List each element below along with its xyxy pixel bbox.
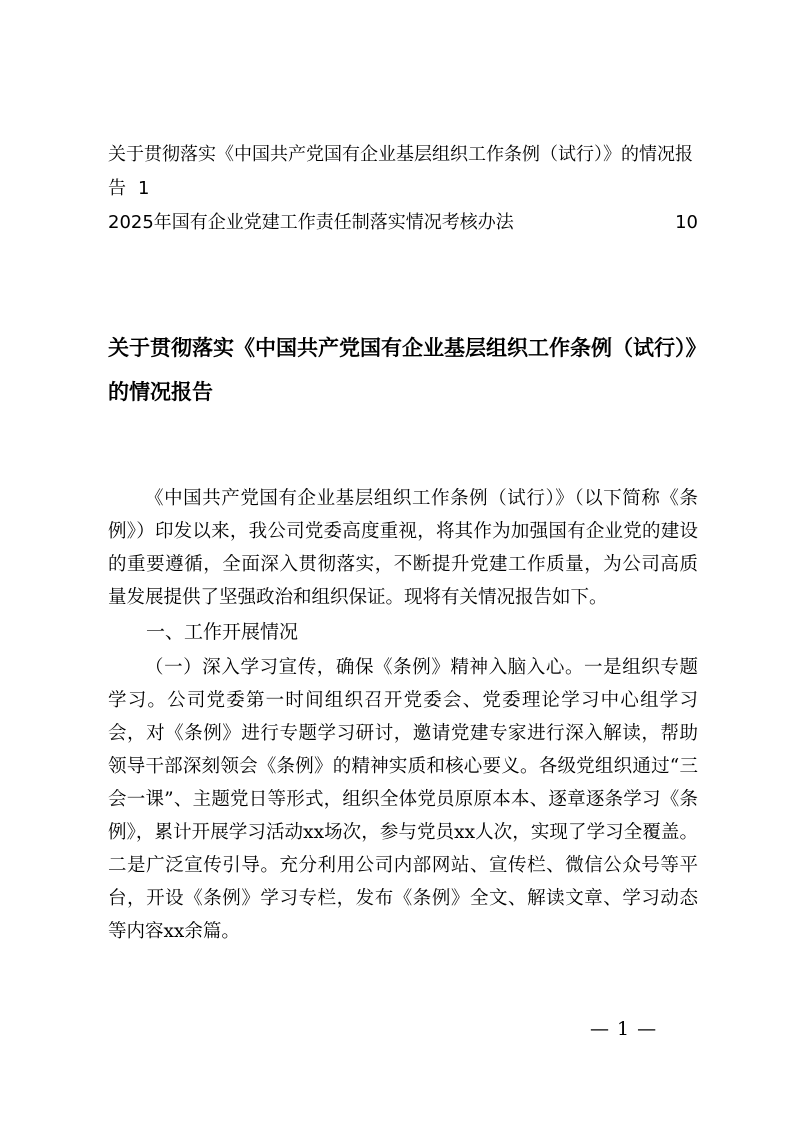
intro-paragraph: 《中国共产党国有企业基层组织工作条例（试行）》（以下简称《条例》）印发以来，我公司党委高度重视，将其作为加强国有企业党的建设的重要遵循，全面深入贯彻落实，不断提升党建工作质量，为公司高质量发展提供了坚强政治和组织保证。现将有关情况报告如下。 [108,488,698,608]
toc-entry-title: 关于贯彻落实《中国共产党国有企业基层组织工作条例（试行）》的情况报告 [108,144,693,199]
section-heading: 一、工作开展情况 [146,621,299,643]
toc-entry-page: 1 [138,178,150,199]
toc-entry-title: 2025年国有企业党建工作责任制落实情况考核办法 [108,212,514,233]
subsection-paragraph [108,651,698,948]
toc-entry[interactable] [108,138,698,206]
subsection-lead: （一）深入学习宣传，确保《条例》精神入脑入心。 [145,657,585,678]
subsection-body: 一是组织专题学习。公司党委第一时间组织召开党委会、党委理论学习中心组学习会，对《条例》进行专题学习研讨，邀请党建专家进行深入解读，帮助领导干部深刻领会《条例》的精神实质和核心要义。各级党组织通过“三会一课”、主题党日等形式，组织全体党员原原本本、逐章逐条学习《条例》，累计开展学习活动xx场次，参与党员xx人次，实现了学习全覆盖。二是广泛宣传引导。充分利用公司内部网站、宣传栏、微信公众号等平台，开设《条例》学习专栏，发布《条例》全文、解读文章、学习动态等内容xx余篇。 [108,657,698,942]
page-number: — 1 — [590,1018,658,1040]
toc-entry-page: 10 [675,212,698,233]
toc-entry[interactable] [108,206,698,240]
table-of-contents [108,138,698,240]
document-body [108,482,698,948]
document-title: 关于贯彻落实《中国共产党国有企业基层组织工作条例（试行）》的情况报告 [108,336,696,404]
